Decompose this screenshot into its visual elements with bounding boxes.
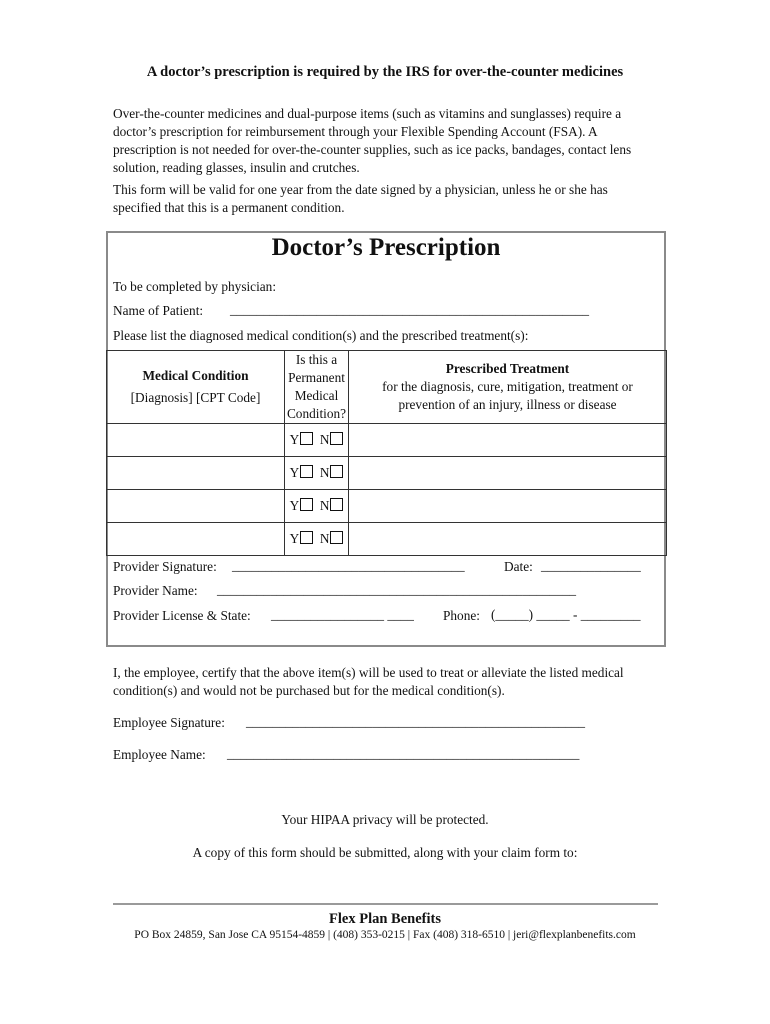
header-treatment-title: Prescribed Treatment <box>445 361 570 376</box>
condition-cell[interactable] <box>107 490 285 523</box>
footer-company: Flex Plan Benefits <box>329 911 441 927</box>
list-instruction: Please list the diagnosed medical condition(s) and the prescribed treatment(s): <box>113 328 529 343</box>
patient-name-field[interactable]: ______________________________________________________ <box>230 302 590 317</box>
yes-label: Y <box>289 531 300 546</box>
employee-signature-label: Employee Signature: <box>113 715 225 730</box>
yes-checkbox[interactable] <box>300 531 313 544</box>
provider-name-field[interactable]: ______________________________________________________ <box>217 582 577 597</box>
header-permanent-line3: Medical <box>294 388 339 403</box>
table-row <box>107 490 667 523</box>
privacy-notice: Your HIPAA privacy will be protected. <box>281 812 489 827</box>
employee-name-label: Employee Name: <box>113 747 206 762</box>
header-permanent-line1: Is this a <box>295 352 338 367</box>
condition-cell[interactable] <box>107 523 285 556</box>
no-checkbox[interactable] <box>330 465 343 478</box>
date-label: Date: <box>504 559 533 574</box>
intro-paragraph-validity: This form will be valid for one year from the date signed by a physician, unless he or she has specified that this is a permanent condition. <box>113 182 608 215</box>
employee-certification <box>113 664 658 700</box>
yes-checkbox[interactable] <box>300 498 313 511</box>
completed-by-label: To be completed by physician: <box>113 279 277 294</box>
treatment-cell[interactable] <box>349 490 667 523</box>
employee-name-field[interactable]: _____________________________________________________ <box>227 746 580 761</box>
header-treatment-sub1: for the diagnosis, cure, mitigation, treatment or <box>382 379 633 394</box>
form-title: Doctor’s Prescription <box>271 234 501 261</box>
header-medical-condition <box>107 351 285 424</box>
provider-signature-field[interactable]: ___________________________________ <box>232 558 465 573</box>
no-label: N <box>319 531 330 546</box>
yes-checkbox[interactable] <box>300 432 313 445</box>
header-medical-condition-sub: [Diagnosis] [CPT Code] <box>130 390 261 405</box>
header-medical-condition-title: Medical Condition <box>142 368 249 383</box>
no-checkbox[interactable] <box>330 531 343 544</box>
phone-field[interactable]: (_____) _____ - _________ <box>491 607 641 622</box>
condition-cell[interactable] <box>107 424 285 457</box>
treatment-cell[interactable] <box>349 457 667 490</box>
header-permanent-line2: Permanent <box>288 370 345 385</box>
permanent-yn-cell <box>285 424 349 457</box>
treatment-cell[interactable] <box>349 523 667 556</box>
license-state-field[interactable]: _________________ ____ <box>271 607 414 622</box>
license-state-label: Provider License & State: <box>113 608 251 623</box>
employee-signature-field[interactable]: ___________________________________________________ <box>246 714 586 729</box>
table-row <box>107 523 667 556</box>
page-heading: A doctor’s prescription is required by the IRS for over-the-counter medicines <box>146 64 624 80</box>
permanent-yn-cell <box>285 490 349 523</box>
date-field[interactable]: _______________ <box>541 558 641 573</box>
provider-name-label: Provider Name: <box>113 583 198 598</box>
table-row <box>107 424 667 457</box>
no-label: N <box>319 432 330 447</box>
header-treatment-sub2: prevention of an injury, illness or disease <box>398 397 617 412</box>
conditions-table <box>106 350 667 556</box>
footer-divider <box>113 903 658 905</box>
intro-paragraph-fsa: Over-the-counter medicines and dual-purpose items (such as vitamins and sunglasses) require a doctor’s prescription for reimbursement through your Flexible Spending Account (FSA). A prescription is not needed for over-the-counter supplies, such as ice packs, bandages, contact lens solution, reading glasses, insulin and crutches. <box>113 106 632 175</box>
treatment-cell[interactable] <box>349 424 667 457</box>
intro-validity <box>113 181 658 217</box>
permanent-yn-cell <box>285 523 349 556</box>
table-header-row <box>107 351 667 424</box>
yes-label: Y <box>289 498 300 513</box>
no-label: N <box>319 465 330 480</box>
yes-label: Y <box>289 465 300 480</box>
intro-text <box>113 105 658 177</box>
yes-checkbox[interactable] <box>300 465 313 478</box>
no-label: N <box>319 498 330 513</box>
no-checkbox[interactable] <box>330 432 343 445</box>
submit-note: A copy of this form should be submitted, along with your claim form to: <box>192 845 578 860</box>
footer-contact: PO Box 24859, San Jose CA 95154-4859 | (408) 353-0215 | Fax (408) 318-6510 | jeri@flexplanbenefits.com <box>134 929 636 941</box>
permanent-yn-cell <box>285 457 349 490</box>
patient-name-label: Name of Patient: <box>113 303 204 318</box>
yes-label: Y <box>289 432 300 447</box>
employee-certify-text: I, the employee, certify that the above item(s) will be used to treat or alleviate the listed medical condition(s) and would not be purchased but for the medical condition(s). <box>113 665 624 698</box>
provider-signature-label: Provider Signature: <box>113 559 217 574</box>
table-row <box>107 457 667 490</box>
condition-cell[interactable] <box>107 457 285 490</box>
no-checkbox[interactable] <box>330 498 343 511</box>
header-permanent-line4: Condition? <box>286 406 347 421</box>
header-permanent <box>285 351 349 424</box>
header-prescribed-treatment <box>349 351 667 424</box>
phone-label: Phone: <box>443 608 480 623</box>
